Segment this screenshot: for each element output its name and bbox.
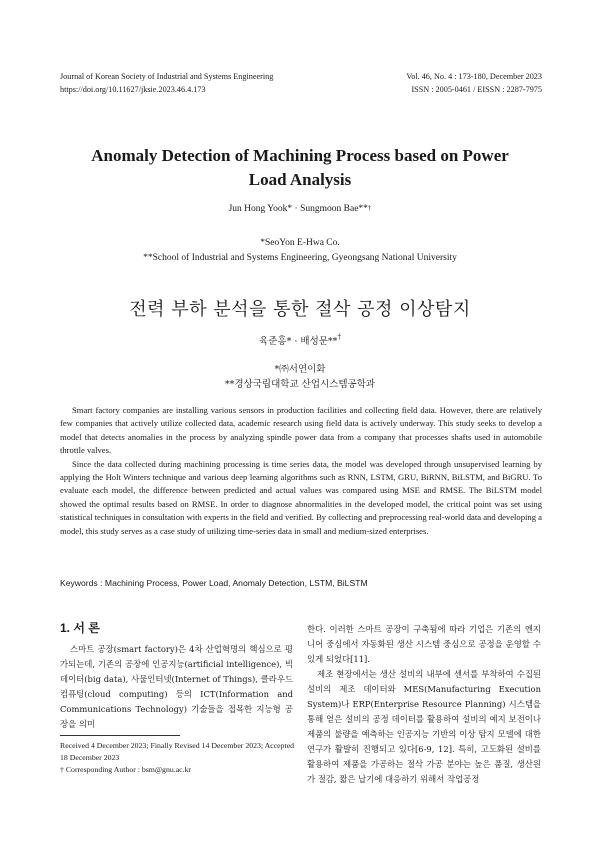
korean-affiliation-1: *㈜서연이화	[274, 364, 326, 375]
journal-header-right	[406, 70, 542, 96]
english-affiliations	[60, 236, 540, 266]
corresponding-dagger-ko: †	[337, 333, 341, 341]
abstract-paragraph-2: Since the data collected during machining processing is time series data, the model was developed through unsupervised learning by applying the Holt Winters technique and various deep learning algorithms such as RNN, LSTM, GRU, BiRNN, BiLSTM, and BiGRU. To evaluate each model, the difference between predicted and actual values was compared using MSE and RMSE. The BiLSTM model showed the optimal results based on RMSE. In order to diagnose abnormalities in the developed model, the critical point was set using statistical techniques in consultation with experts in the field and verified. By collecting and preprocessing real-world data and developing a model, this study serves as a case study of utilizing time-series data in small and medium-sized enterprises.	[60, 458, 542, 536]
keywords-list: Machining Process, Power Load, Anomaly Detection, LSTM, BiLSTM	[104, 578, 368, 588]
english-title-line2: Load Analysis	[248, 170, 352, 189]
footnote-divider	[60, 735, 180, 736]
body-paragraph-right-2: 제조 현장에서는 생산 설비의 내부에 센서를 부착하여 수집된 설비의 제조 데이터와 MES(Manufacturing Execution System)나 ERP(Enterprise Resource Planning) 시스템을 통해 얻은 설비의 공정 데이터를 활용하여 설비의 예지 보전이나 제품의 불량을 예측하는 인공지능 기반의 이상 탐지 모델에 대한 연구가 활발히 진행되고 있다[6-9, 12]. 특히, 고도화된 설비를 활용하여 제품을 가공하는 절삭 가공 분야는 높은 품질, 생산원가 절감, 짧은 납기에 대응하기 위해서 작업공정	[307, 669, 541, 784]
english-affiliation-1: *SeoYon E-Hwa Co.	[260, 238, 340, 248]
issn-info: ISSN : 2005-0461 / EISSN : 2287-7975	[411, 85, 542, 94]
corresponding-author-email[interactable]: Corresponding Author : bsm@gnu.ac.kr	[65, 765, 192, 774]
korean-authors	[60, 333, 540, 347]
footnotes	[60, 740, 296, 776]
korean-affiliation-2: **경상국립대학교 산업시스템공학과	[224, 379, 376, 390]
footnote-dagger: †	[60, 765, 64, 774]
abstract-paragraph-1: Smart factory companies are installing various sensors in production facilities and collecting field data. However, there are relatively few companies that actively utilize collected data, academic research using field data is actively underway. This study seeks to develop a model that detects anomalies in the process by analyzing spindle power data from a company that processes shafts used in automobile throttle valves.	[60, 405, 542, 456]
journal-name: Journal of Korean Society of Industrial and Systems Engineering	[60, 72, 274, 81]
english-title-line1: Anomaly Detection of Machining Process based on Power	[91, 146, 509, 165]
english-affiliation-2: **School of Industrial and Systems Engineering, Gyeongsang National University	[143, 253, 457, 263]
body-paragraph-right-1: 한다. 이러한 스마트 공장이 구축됨에 따라 기업은 기존의 엔지니어 중심에서 자동화된 생산 시스템 중심으로 공정을 운영할 수 있게 되었다[11].	[307, 624, 541, 664]
body-column-left	[60, 642, 293, 732]
footnote-received-dates: Received 4 December 2023; Finally Revised 14 December 2023; Accepted 18 December 2023	[60, 741, 295, 762]
footnote-corresponding-author	[60, 764, 296, 776]
korean-affiliations	[60, 362, 540, 392]
section-1-title: 1. 서 론	[60, 621, 100, 635]
korean-author-names: 육준홍* · 배성문**	[259, 336, 338, 347]
doi-link[interactable]: https://doi.org/10.11627/jksie.2023.46.4.173	[60, 85, 206, 94]
volume-info: Vol. 46, No. 4 : 173-180, December 2023	[406, 72, 542, 81]
corresponding-dagger-en: †	[367, 204, 372, 212]
korean-title: 전력 부하 분석을 통한 절삭 공정 이상탐지	[129, 299, 471, 320]
keywords-label: Keywords :	[60, 578, 103, 588]
english-authors	[60, 204, 540, 214]
body-paragraph-left-1: 스마트 공장(smart factory)은 4차 산업혁명의 핵심으로 평가되는데, 기존의 공장에 인공지능(artificial intelligence), 빅데이터(big data), 사물인터넷(Internet of Things), 클라우드 컴퓨팅(cloud computing) 등의 ICT(Information and Communications Technology) 기술들을 접목한 지능형 공장을 의미	[60, 644, 293, 729]
abstract	[60, 404, 542, 538]
english-title	[60, 144, 540, 192]
body-column-right	[307, 622, 541, 787]
english-author-names: Jun Hong Yook* · Sungmoon Bae**	[228, 204, 368, 214]
keywords	[60, 578, 542, 588]
journal-header-left	[60, 70, 273, 96]
